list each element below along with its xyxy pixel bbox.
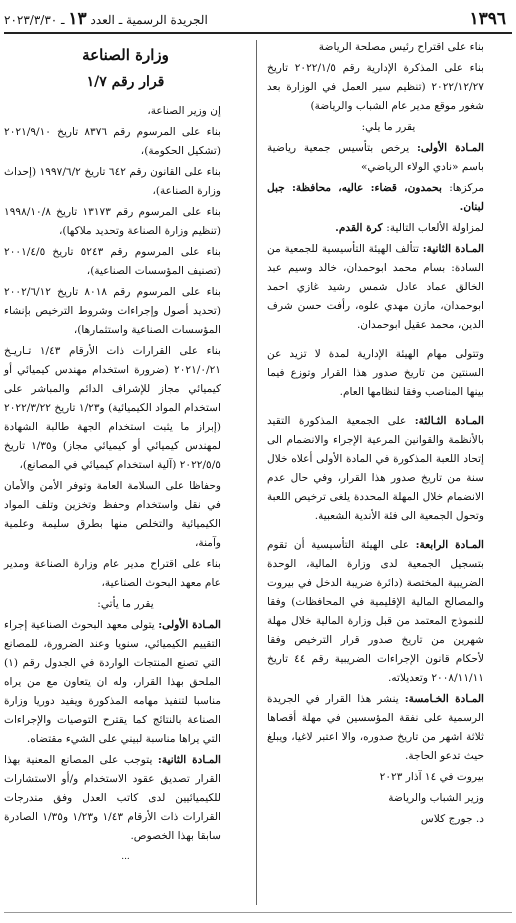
games-value: كرة القدم.	[335, 222, 387, 234]
article-heading: المـادة الأولى:	[416, 142, 484, 154]
recital: بناء على المرسوم رقم ١٣١٧٣ تاريخ ١٩٩٨/١٠/٨ (تنظيم وزارة الصناعة وتحديد ملاكها)،	[4, 206, 221, 237]
article-1	[4, 616, 247, 749]
location-label: مركزها:	[449, 182, 484, 194]
decides-line: يقرر ما يلي:	[361, 121, 416, 133]
page-number: ١٣٩٦	[469, 9, 506, 29]
column-divider	[256, 40, 257, 905]
recital: بناء على اقتراح مدير عام وزارة الصناعة ومدير عام معهد البحوث الصناعية،	[4, 558, 221, 589]
article-heading: المـادة الثانية:	[157, 754, 221, 766]
page-header	[4, 6, 512, 34]
recital: وحفاظا على السلامة العامة وتوفر الأمن والأمان في نقل واستخدام وحفظ وتخزين وتلف المواد الكيميائية والتخلص منها بطرق سليمة وعلمية وآمنة،	[4, 480, 221, 549]
issue-number: ١٣	[68, 9, 87, 29]
article-4	[267, 536, 510, 688]
article-2-continuation: وتتولى مهام الهيئة الإدارية لمدة لا تزيد عن السنتين من تاريخ صدور هذا القرار وتوزع فيما بينها المناصب وفقا لنظامها العام.	[267, 348, 484, 398]
article-1-games	[267, 219, 510, 238]
article-text: يتولى معهد البحوث الصناعية إجراء التقييم الكيميائي، سنويا وعند الضرورة، للمصانع التي تصنع المنتجات الواردة في الجدول رقم (١) الملحق بهذا القرار، وله ان يتعاون مع من يراه مناسبا لتنفيذ مهامه المذكورة ويفيد دوريا وزارة الصناعة بالنتائج كما يقترح التوصيات والإجراءات التي يراها مناسبة لبيني على الشيء مقتضاه.	[4, 619, 221, 745]
recital: بناء على القانون رقم ٦٤٢ تاريخ ١٩٩٧/٦/٢ (إحداث وزارة الصناعة)،	[4, 166, 221, 197]
article-heading: المـادة الخـامسة:	[404, 693, 484, 705]
location-value: بحمدون، قضاء: عاليه، محافظة: جبل لبنان.	[267, 182, 484, 213]
article-3	[267, 412, 510, 526]
gazette-title: الجريدة الرسمية ـ العدد	[90, 13, 208, 27]
article-1-location	[267, 179, 510, 217]
minister-name: د. جورج كلاس	[420, 813, 484, 825]
games-label: لمزاولة الألعاب التالية:	[386, 222, 484, 234]
decision-number: قرار رقم ١/٧	[86, 74, 165, 90]
gazette-masthead	[4, 9, 436, 29]
opening-line: إن وزير الصناعة،	[147, 105, 221, 117]
recital: بناء على المرسوم رقم ٨٣٧٦ تاريخ ٢٠٢١/٩/١٠ (تشكيل الحكومة)،	[4, 126, 221, 157]
article-heading: المـادة الثانية:	[422, 243, 485, 255]
article-text: على الجمعية المذكورة التقيد بالأنظمة والقوانين المرعية الإجراء والانضمام الى إتحاد اللعبة المذكورة في المادة الأولى أعلاه خلال سنة من تاريخ صدور هذا القرار، وفي حال عدم الانضمام خلال المهلة المحددة يلغى ترخيص اللعبة وتحول الجمعية الى فئة الأندية الشعبية.	[267, 415, 484, 522]
article-heading: المـادة الأولى:	[158, 619, 222, 631]
article-2	[267, 240, 510, 335]
place-date: بيروت في ١٤ آذار ٢٠٢٣	[379, 771, 484, 783]
article-heading: المـادة الرابعة:	[415, 539, 484, 551]
issue-date: ـ ٢٠٢٣/٣/٣٠	[4, 13, 65, 27]
article-text: ينشر هذا القرار في الجريدة الرسمية على نفقة المؤسسين في مهلة أقصاها ثلاثة اشهر من تاريخ صدوره، والا اعتبر لاغيا، ويبلغ حيث تدعو الحاجة.	[267, 693, 484, 762]
article-text: يتوجب على المصانع المعنية بهذا القرار تصديق عقود الاستخدام و/أو الاستشارات للكيميائيين لدى كاتب العدل وفق مندرجات القرارات ذات الأرقام ١/٤٣ و١/٢٣ و١/٣٥ الصادرة سابقا بهذا الخصوص.	[4, 754, 221, 842]
ministry-title: وزارة الصناعة	[82, 46, 169, 64]
recital: بناء على المرسوم رقم ٨٠١٨ تاريخ ٢٠٠٢/٦/١٢ (تحديد أصول وإجراءات وشروط الترخيص بإنشاء المؤسسات الصناعية واستثمارها)،	[4, 286, 221, 336]
decides-line: يقرر ما يأتي:	[97, 598, 154, 610]
article-text: على الهيئة التأسيسية أن تقوم بتسجيل الجمعية لدى وزارة المالية، الوحدة الضريبية المختصة (دائرة ضريبة الدخل في بيروت والمصالح المالية الإقليمية في المحافظات) وفقا للنموذج المعتمد من قبل وزارة المالية خلال مهلة شهرين من تاريخ صدور قرار الترخيص وفقا لأحكام قانون الإجراءات الضريبية رقم ٤٤ تاريخ ٢٠٠٨/١١/١١ وتعديلاته.	[267, 539, 485, 684]
recital: بناء على المرسوم رقم ٥٢٤٣ تاريخ ٢٠٠١/٤/٥ (تصنيف المؤسسات الصناعية)،	[4, 246, 221, 277]
article-heading: المـادة الثـالثة:	[414, 415, 484, 427]
article-text: تتألف الهيئة التأسيسية للجمعية من السادة: بسام محمد ابوحمدان، خالد وسيم عبد الخالق عماد عادل شمس رشيد غازي احمد ابوحمدان، مازن مهدي علوه، رأفت حسن شرف الدين، محمد عقيل ابوحمدان.	[267, 243, 484, 331]
recital: بناء على القرارات ذات الأرقام ١/٤٣ تـاريـخ ٢٠٢١/٠/٢١ (ضرورة استخدام مهندس كيميائي أو كيميائي مجاز للإشراف الدائم والمباشر على استخدام المواد الكيميائية) و١/٢٣ تاريخ ٢٠٢٢/٣/٢٢ (إبراز ما يثبت استخدام الجهة طالبة الشهادة لمهندس كيميائي أو كيميائي مجاز) و١/٣٥ تاريخ ٢٠٢٢/٥/٥ (آلية استخدام كيميائي في المصانع)،	[4, 345, 221, 471]
left-column	[4, 38, 247, 869]
continuation-mark: ...	[121, 852, 130, 862]
recital: بناء على اقتراح رئيس مصلحة الرياضة	[318, 41, 484, 53]
article-2	[4, 751, 247, 846]
article-text: يرخص بتأسيس جمعية رياضية باسم «نادي الولاء الرياضي»	[267, 142, 484, 173]
right-column	[267, 38, 510, 831]
article-5	[267, 690, 510, 766]
bottom-rule	[4, 912, 512, 913]
recital: بناء على المذكرة الإدارية رقم ٢٠٢٢/١/٥ تاريخ ٢٠٢٢/١٢/٢٧ (تنظيم سير العمل في الوزارة بعد شغور موقع مدير عام الشباب والرياضة)	[267, 62, 484, 112]
article-1	[267, 139, 510, 177]
minister-title: وزير الشباب والرياضة	[388, 792, 484, 804]
